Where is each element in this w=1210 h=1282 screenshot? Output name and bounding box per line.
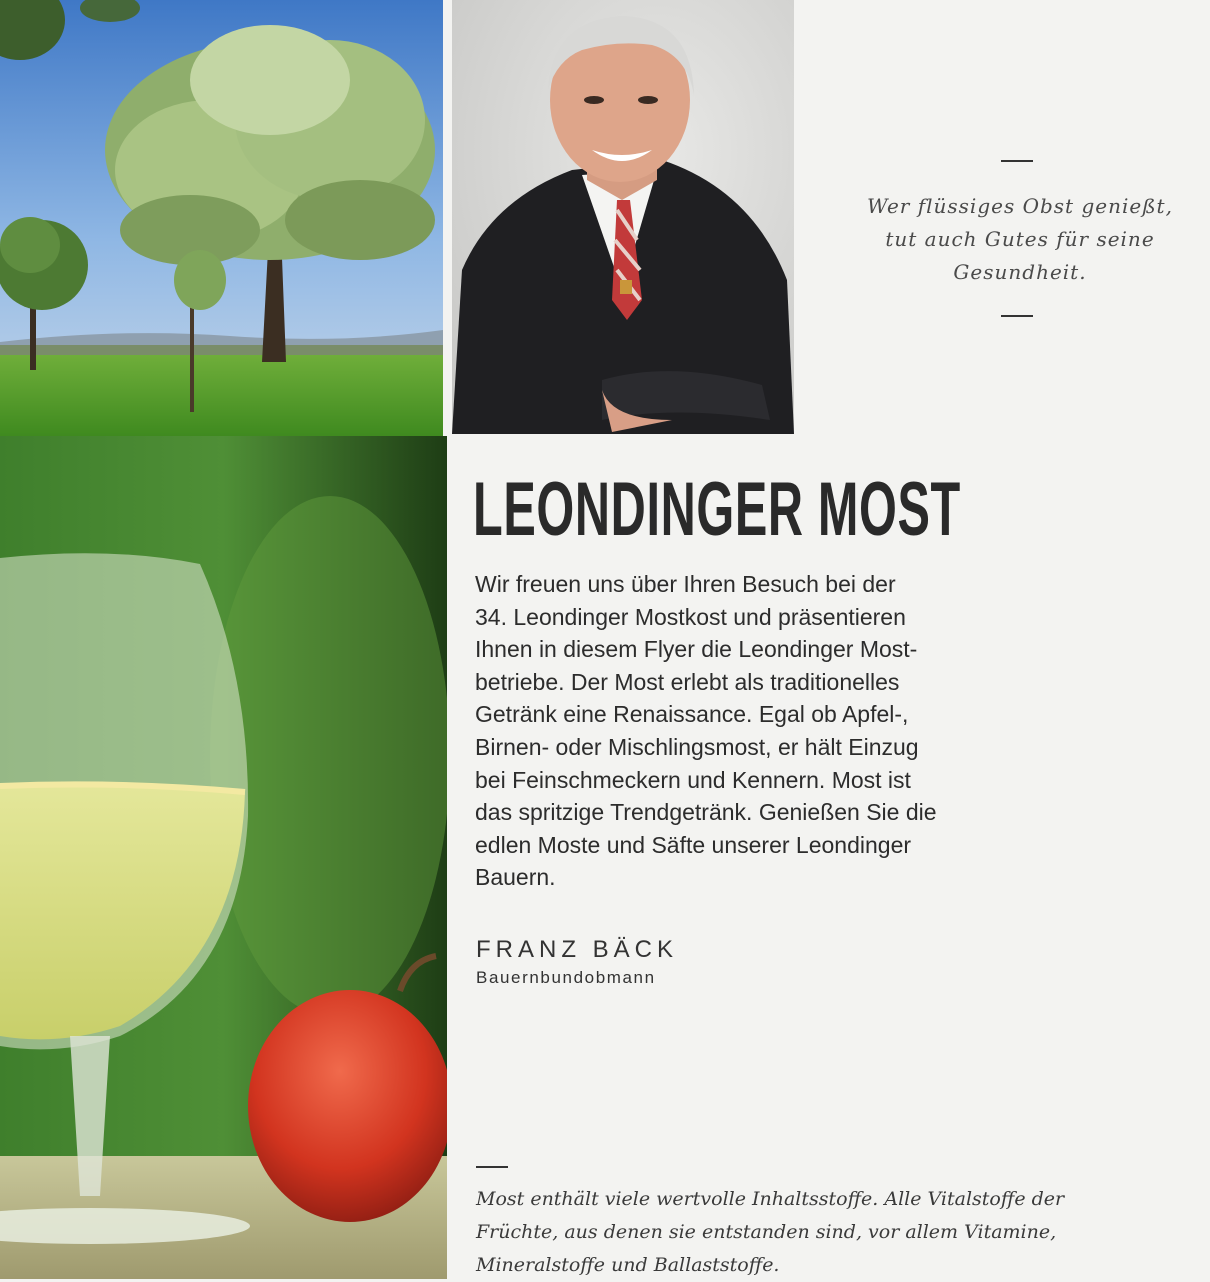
page-title: LEONDINGER MOST	[473, 467, 961, 552]
body-line: Bauern.	[475, 864, 556, 891]
pull-quote	[860, 190, 1180, 289]
body-line: edlen Moste und Säfte unserer Leondinger	[475, 831, 912, 858]
footnote-line: Früchte, aus denen sie entstanden sind, vor allem Vitamine,	[476, 1221, 1057, 1243]
body-line: Birnen- oder Mischlingsmost, er hält Einzug	[475, 733, 919, 760]
quote-top-dash	[1001, 160, 1033, 162]
body-line: bei Feinschmeckern und Kennern. Most ist	[475, 766, 911, 793]
tree-meadow-photo	[0, 0, 443, 436]
cider-glass-apple-photo	[0, 436, 447, 1279]
author-name: FRANZ BÄCK	[476, 936, 679, 963]
body-line: Getränk eine Renaissance. Egal ob Apfel-,	[475, 701, 909, 728]
quote-line: Wer flüssiges Obst genießt,	[867, 194, 1173, 218]
body-line: das spritzige Trendgetränk. Genießen Sie die	[475, 799, 937, 826]
footnote-line: Mineralstoffe und Ballaststoffe.	[476, 1254, 780, 1276]
footnote-dash	[476, 1166, 508, 1168]
body-line: 34. Leondinger Mostkost und präsentieren	[475, 603, 906, 630]
body-paragraph	[475, 568, 1065, 894]
portrait-photo	[452, 0, 794, 434]
quote-bottom-dash	[1001, 315, 1033, 317]
quote-line: Gesundheit.	[953, 260, 1087, 284]
body-line: betriebe. Der Most erlebt als traditionelles	[475, 668, 900, 695]
tree-meadow-illustration	[0, 0, 443, 436]
cider-glass-apple-illustration	[0, 436, 447, 1279]
footnote	[476, 1183, 1196, 1282]
portrait-illustration	[452, 0, 794, 434]
body-line: Wir freuen uns über Ihren Besuch bei der	[475, 571, 896, 597]
footnote-line: Most enthält viele wertvolle Inhaltsstoffe. Alle Vitalstoffe der	[476, 1188, 1065, 1210]
quote-line: tut auch Gutes für seine	[885, 227, 1155, 251]
author-role: Bauernbundobmann	[476, 968, 656, 987]
body-line: Ihnen in diesem Flyer die Leondinger Most-	[475, 636, 918, 663]
